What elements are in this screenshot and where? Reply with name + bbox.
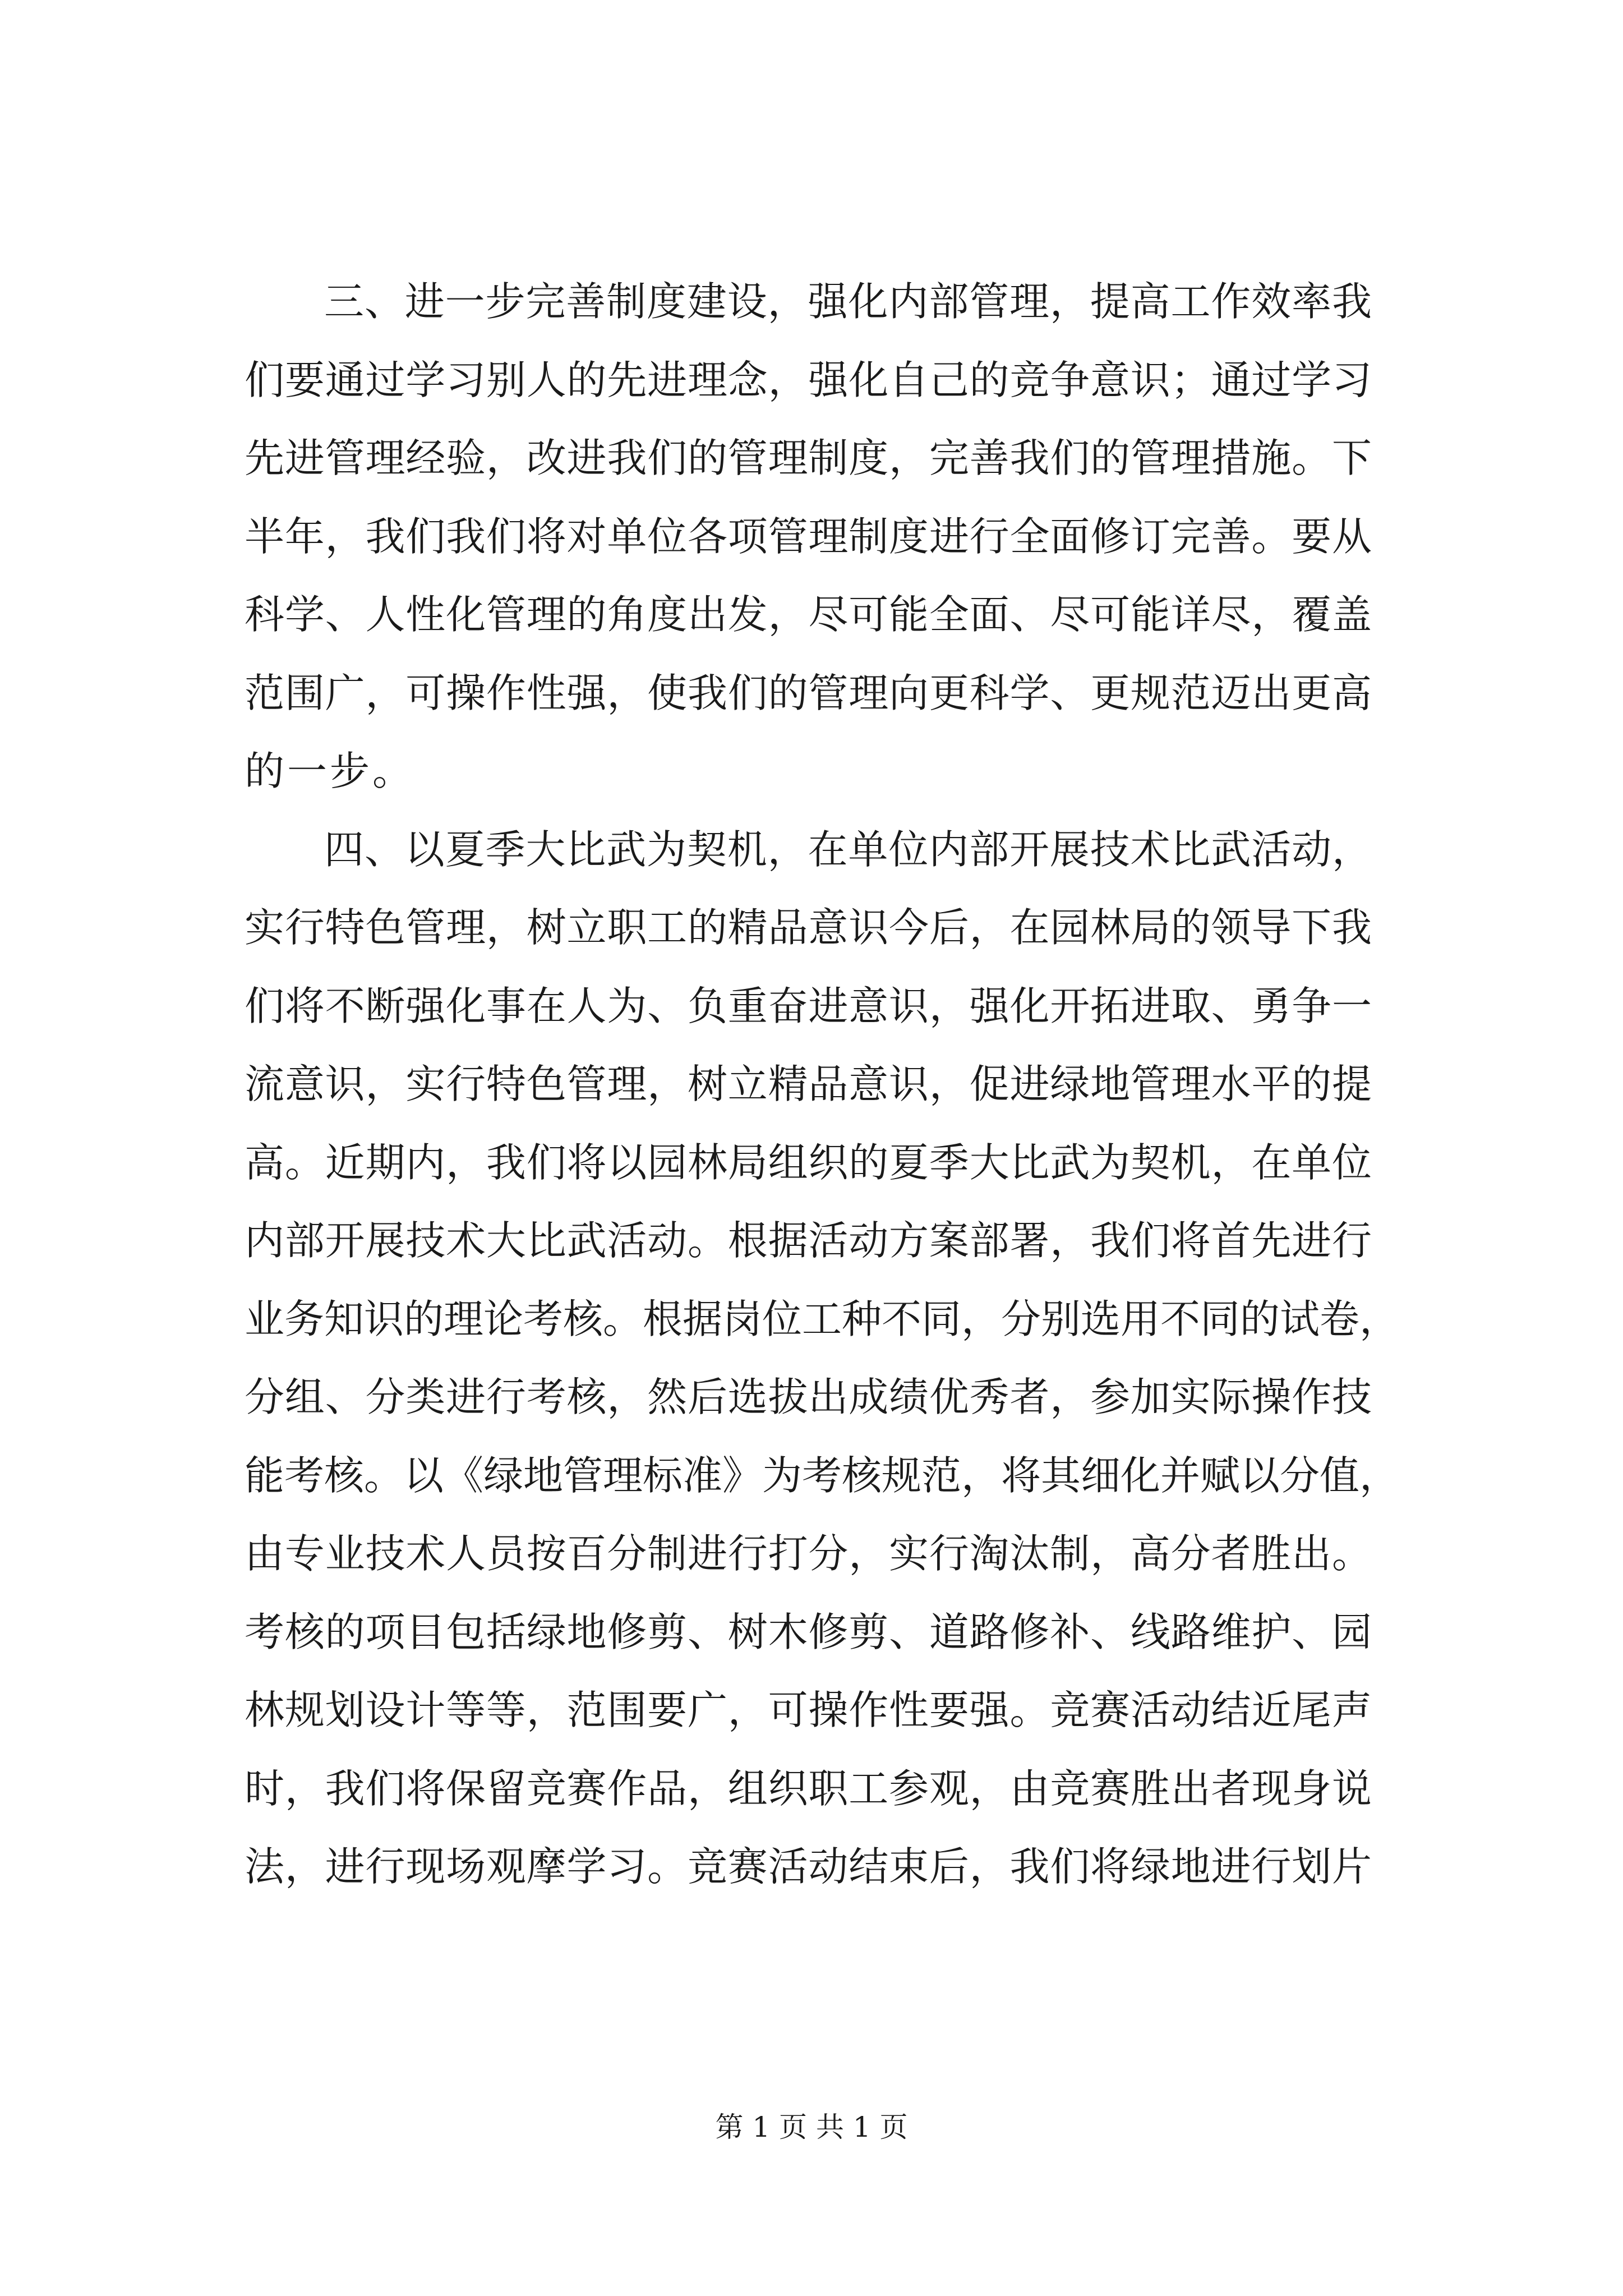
text-line: 范围广，可操作性强，使我们的管理向更科学、更规范迈出更高 <box>245 669 1372 716</box>
text-line: 流意识，实行特色管理，树立精品意识，促进绿地管理水平的提 <box>245 1061 1372 1107</box>
text-line: 先进管理经验，改进我们的管理制度，完善我们的管理措施。下 <box>245 435 1372 481</box>
paragraph-3-system-building <box>245 263 1372 811</box>
text-line: 半年，我们我们将对单位各项管理制度进行全面修订完善。要从 <box>245 513 1372 560</box>
text-line: 们要通过学习别人的先进理念，强化自己的竞争意识；通过学习 <box>245 356 1372 403</box>
paragraph-4-summer-competition <box>245 811 1400 1906</box>
text-line: 内部开展技术大比武活动。根据活动方案部署，我们将首先进行 <box>245 1217 1372 1264</box>
text-line: 们将不断强化事在人为、负重奋进意识，强化开拓进取、勇争一 <box>245 982 1372 1029</box>
text-line: 高。近期内，我们将以园林局组织的夏季大比武为契机，在单位 <box>245 1139 1372 1186</box>
text-line: 科学、人性化管理的角度出发，尽可能全面、尽可能详尽，覆盖 <box>245 591 1372 638</box>
text-line: 能考核。以《绿地管理标准》为考核规范，将其细化并赋以分值， <box>245 1452 1400 1499</box>
text-line: 业务知识的理论考核。根据岗位工种不同，分别选用不同的试卷， <box>245 1295 1400 1342</box>
text-line: 法，进行现场观摩学习。竞赛活动结束后，我们将绿地进行划片 <box>245 1843 1372 1890</box>
text-line: 分组、分类进行考核，然后选拔出成绩优秀者，参加实际操作技 <box>245 1374 1372 1420</box>
text-line: 四、以夏季大比武为契机，在单位内部开展技术比武活动， <box>324 826 1372 873</box>
page-footer <box>0 2110 1623 2144</box>
text-line: 实行特色管理，树立职工的精品意识今后，在园林局的领导下我 <box>245 904 1372 951</box>
page-number-text: 第 1 页 共 1 页 <box>715 2111 908 2143</box>
text-line: 的一步。 <box>245 748 416 794</box>
text-line: 时，我们将保留竞赛作品，组织职工参观，由竞赛胜出者现身说 <box>245 1765 1372 1812</box>
text-line: 由专业技术人员按百分制进行打分，实行淘汰制，高分者胜出。 <box>245 1530 1372 1577</box>
text-line: 三、进一步完善制度建设，强化内部管理，提高工作效率我 <box>324 278 1372 325</box>
text-line: 林规划设计等等，范围要广，可操作性要强。竞赛活动结近尾声 <box>245 1687 1372 1733</box>
text-line: 考核的项目包括绿地修剪、树木修剪、道路修补、线路维护、园 <box>245 1608 1372 1655</box>
document-body <box>245 263 1400 1906</box>
